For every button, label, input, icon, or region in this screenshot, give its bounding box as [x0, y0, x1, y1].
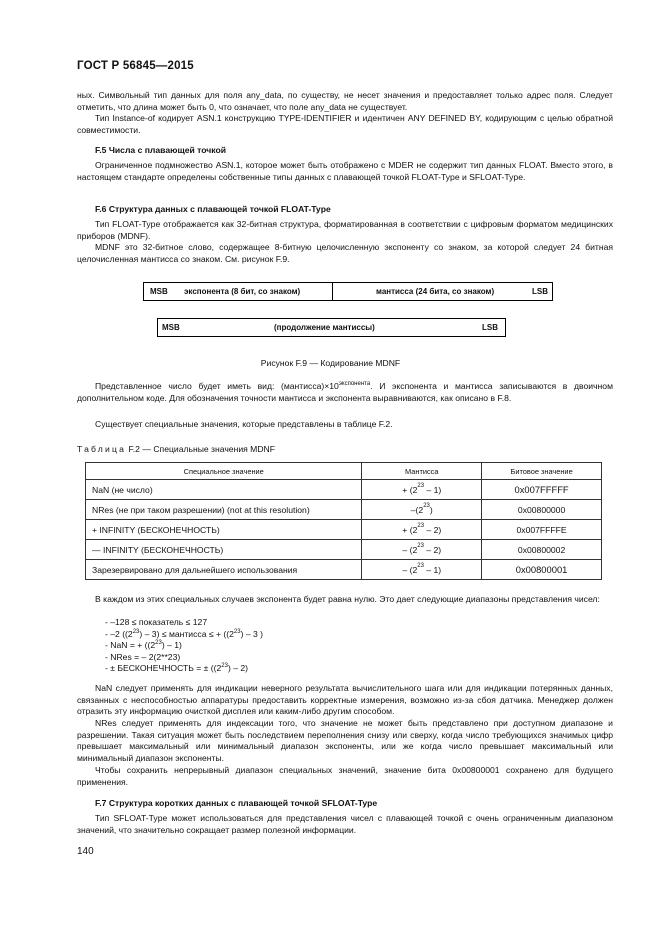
section-f6-paragraph-2: MDNF это 32-битное слово, содержащее 8-битную целочисленную экспоненту со знаком, за которой следует 24 битная целочисленная мантисса со знаком. См. рисунок F.9.	[77, 242, 613, 264]
reserved-paragraph: Чтобы сохранить непрерывный диапазон специальных значений, значение бита 0x00800001 сохранено для будущего применения.	[77, 765, 613, 787]
nan-paragraph: NaN следует применять для индикации неверного результата вычислительного шага или для индикации потерянных данных, связанных с неспособностью аппаратуры предоставить корректные измерения, возможно из-за сбоя датчика. Менеджер должен отразить эту информацию очисткой дисплея или каким-либо другим способом.	[77, 683, 613, 717]
lsb-label: LSB	[532, 287, 548, 296]
special-value-cell: NaN (не число)	[86, 480, 362, 500]
table-caption: Таблица F.2 — Специальные значения MDNF	[77, 444, 275, 454]
intro-paragraph-2: Тип Instance-of кодирует ASN.1 конструкцию TYPE-IDENTIFIER и идентичен ANY DEFINED BY, кодирующим с целью обратной совместимости.	[77, 113, 613, 135]
section-f5-paragraph: Ограниченное подмножество ASN.1, которое может быть отображено с MDER не содержит тип данных FLOAT. Вместо этого, в настоящем стандарте определены собственные типы данных с плавающей точкой FLOAT-Type и SFLOAT-Type.	[77, 160, 613, 182]
special-value-cell: + INFINITY (БЕСКОНЕЧНОСТЬ)	[86, 520, 362, 540]
msb-label: MSB	[150, 287, 168, 296]
section-f7-paragraph: Тип SFLOAT-Type может использоваться для представления чисел с плавающей точкой с очень ограниченным диапазоном значений, что значительно сокращает размер полезной информации.	[77, 813, 613, 835]
representation-paragraph: Представленное число будет иметь вид: $(мантисса)\times 10^{экспонента}$. И экспонента и мантисса записываются в двоичном дополнительном коде. Для обозначения точности мантисса и экспонента выравниваются, как описано в F.8.	[77, 381, 613, 403]
special-value-cell: Зарезервировано для дальнейшего использования	[86, 560, 362, 580]
exponent-field-label: экспонента (8 бит, со знаком)	[184, 287, 301, 296]
section-f6-paragraph-1: Тип FLOAT-Type отображается как 32-битная структура, форматированная в соответствии с цифровым форматом медицинских приборов (MDNF).	[77, 219, 613, 241]
mantissa-continuation-label: (продолжение мантиссы)	[274, 323, 375, 332]
mantissa-cell: $-(2^{23})$	[362, 500, 482, 520]
field-separator	[332, 283, 333, 300]
list-item: - NaN = + $((2^{23}) - 1)$	[105, 640, 182, 651]
section-f6-heading: F.6 Структура данных с плавающей точкой FLOAT-Type	[95, 204, 331, 214]
table-row	[86, 520, 602, 540]
bit-value-cell: 0x007FFFFE	[482, 520, 602, 540]
special-value-cell: — INFINITY (БЕСКОНЕЧНОСТЬ)	[86, 540, 362, 560]
section-f5-heading: F.5 Числа с плавающей точкой	[95, 145, 227, 155]
page-number: 140	[77, 846, 94, 857]
nres-paragraph: NRes следует применять для индексации того, что значение не может быть представлено при доступном диапазоне и разрешении. Такая ситуация может быть последствием переполнения снизу или сверху, когда число требующихся значимых цифр превышает максимальный или минимальный диапазон экспоненты, или же когда число превышает максимальный или минимальный диапазон экспоненты.	[77, 718, 613, 763]
list-item: - ± БЕСКОНЕЧНОСТЬ = ± $((2^{23}) - 2)$	[105, 663, 249, 674]
bit-value-cell: 0x00800000	[482, 500, 602, 520]
mdnf-word-2-box	[157, 318, 506, 337]
table-reference-paragraph: Существует специальные значения, которые представлены в таблице F.2.	[95, 419, 393, 429]
mantissa-cell: – $(2^{23} - 1)$	[362, 560, 482, 580]
list-item: - NRes = – 2(2**23)	[105, 651, 181, 662]
list-item: - –128 ≤ показатель ≤ 127	[105, 617, 208, 627]
intro-paragraph-1: ных. Символьный тип данных для поля any_data, по существу, не несет значения и предоставляет только адрес поля. Следует отметить, что длина может быть 0, что означает, что поле any_data не существует.	[77, 90, 613, 112]
table-row	[86, 500, 602, 520]
mantissa-field-label: мантисса (24 бита, со знаком)	[376, 287, 495, 296]
figure-caption: Рисунок F.9 — Кодирование MDNF	[260, 358, 401, 368]
list-item: - –2 $((2^{23}) - 3)$ ≤ мантисса ≤ + ($(2^{23}) - 3$ )	[105, 628, 264, 639]
section-f7-heading: F.7 Структура коротких данных с плавающей точкой SFLOAT-Type	[95, 798, 378, 808]
column-header: Битовое значение	[482, 463, 602, 480]
mantissa-cell: – $(2^{23} - 2)$	[362, 540, 482, 560]
msb-label: MSB	[162, 323, 180, 332]
bit-value-cell: 0x007FFFFF	[482, 480, 602, 500]
bit-value-cell: 0x00800002	[482, 540, 602, 560]
bit-value-cell: 0x00800001	[482, 560, 602, 580]
special-value-cell: NRes (не при таком разрешении) (not at this resolution)	[86, 500, 362, 520]
table-row	[86, 560, 602, 580]
standard-header: ГОСТ Р 56845—2015	[77, 60, 194, 72]
column-header: Специальное значение	[86, 463, 362, 480]
range-list	[105, 617, 263, 675]
column-header: Мантисса	[362, 463, 482, 480]
table-row	[86, 540, 602, 560]
mantissa-cell: + $(2^{23} - 1)$	[362, 480, 482, 500]
mantissa-cell: + $(2^{23} - 2)$	[362, 520, 482, 540]
ranges-intro-paragraph: В каждом из этих специальных случаев экспонента будет равна нулю. Это дает следующие диапазоны представления чисел:	[95, 594, 600, 604]
table-row	[86, 480, 602, 500]
mdnf-word-1-box	[143, 282, 553, 301]
lsb-label: LSB	[482, 323, 498, 332]
table-header-row	[86, 463, 602, 480]
special-values-table	[85, 462, 602, 580]
